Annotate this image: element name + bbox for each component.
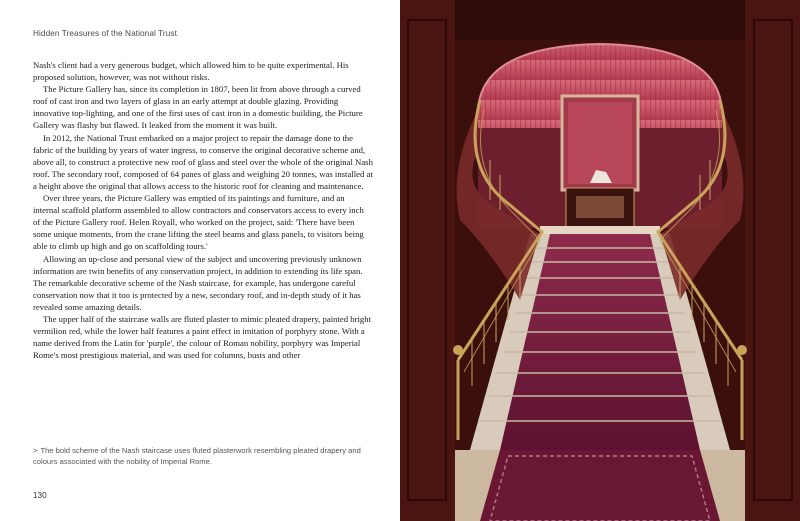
staircase-illustration <box>400 0 800 521</box>
newel-ornament <box>737 345 747 355</box>
paragraph: In 2012, the National Trust embarked on a major project to repair the damage done to the fabric of the building by years of water ingress, to conserve the original decorative scheme and, above all, to construct a protective new roof of glass and steel over the whole of the original Nash roof. The secondary roof, composed of 64 panes of glass and weighing 20 tonnes, was installed at a height above the original that allows access to the historic roof for cleaning and maintenance. <box>33 132 373 191</box>
staircase-photo <box>400 0 800 521</box>
paragraph: The upper half of the staircase walls are fluted plaster to mimic pleated drapery, painted bright vermilion red, while the lower half features a paint effect in imitation of porphyry stone. With a name derived from the Latin for 'purple', the colour of Roman nobility, porphyry was Imperial Rome's most prestigious material, and was used for columns, busts and other <box>33 313 371 361</box>
hall-carpet <box>480 450 720 521</box>
photo-caption <box>33 446 373 467</box>
paragraph: Over three years, the Picture Gallery was emptied of its paintings and furniture, and an internal scaffold platform assembled to allow contractors and conservators access to every inch of the Picture Gallery roof. Helen Royall, who worked on the project, said: 'There have been some unique moments, from the crane lifting the steel beams and glass panels, to visitors being able to climb up high and go on scaffolding tours.' <box>33 193 364 252</box>
paragraph: The Picture Gallery has, since its completion in 1807, been lit from above through a curved roof of cast iron and two layers of glass in an early attempt at double glazing. Providing innovative top-lighting, and one of the first uses of cast iron in a domestic building, the Picture Gallery was flashy but flawed. It leaked from the moment it was built. <box>33 84 363 131</box>
page-number: 130 <box>33 491 47 500</box>
caption-arrow-icon: > <box>33 446 38 455</box>
paragraph: Nash's client had a very generous budget, which allowed him to be quite experimental. His proposed solution, however, was not without risks. <box>33 60 349 83</box>
caption-text: The bold scheme of the Nash staircase uses fluted plasterwork resembling pleated drapery and colours associated with the nobility of Imperial Rome. <box>33 446 361 466</box>
paragraph: Allowing an up-close and personal view of the subject and uncovering previously unknown information are twin benefits of any conservation project, in addition to extending its life span. The remarkable decorative scheme of the Nash staircase, for example, has undergone careful conservation now that it too is protected by a new, secondary roof, and in-depth study of it has revealed some amazing details. <box>33 253 363 312</box>
running-head: Hidden Treasures of the National Trust <box>33 29 177 38</box>
newel-ornament <box>453 345 463 355</box>
body-text <box>33 59 373 361</box>
